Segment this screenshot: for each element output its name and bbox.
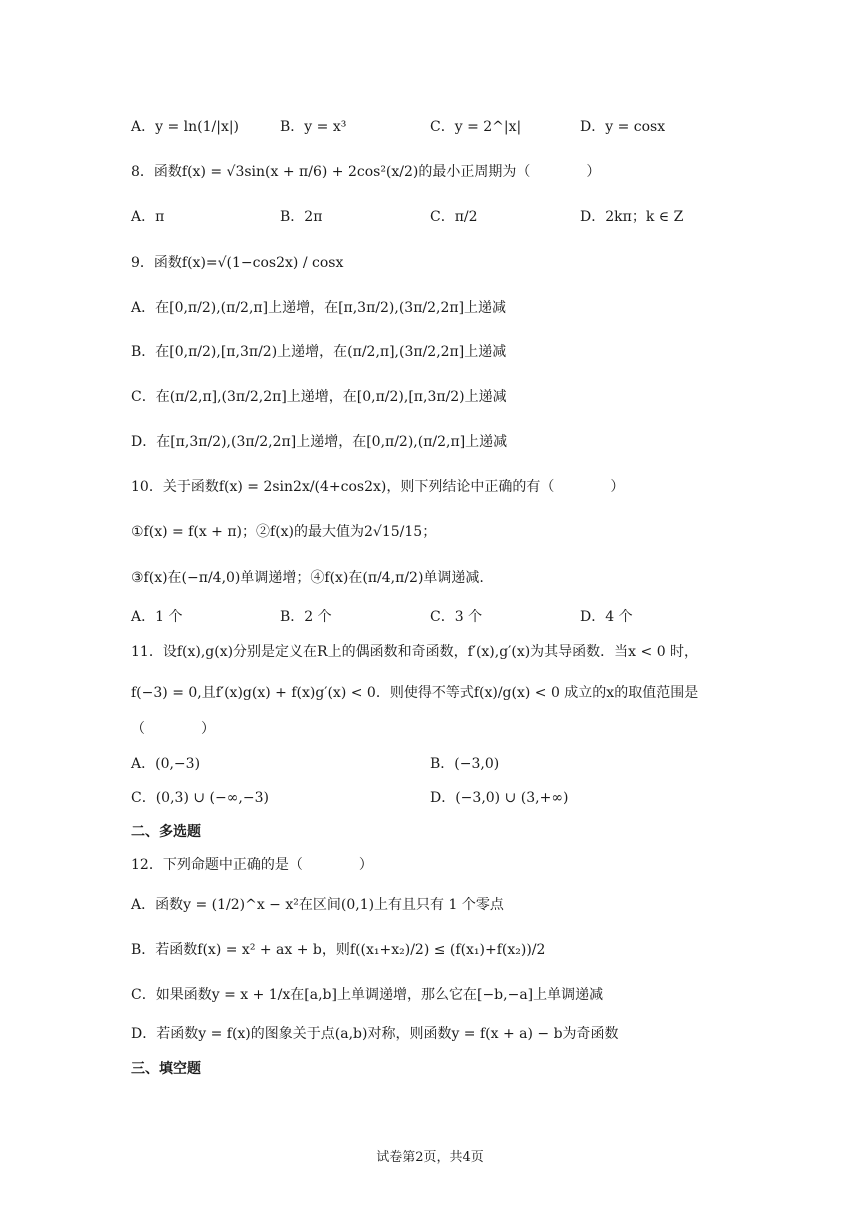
- q9-option-a: A．在[0,π/2),(π/2,π]上递增，在[π,3π/2),(3π/2,2π]上递减: [131, 300, 507, 316]
- q11-option-b: B．(−3,0): [430, 756, 500, 772]
- q10-option-b: B．2 个: [280, 609, 332, 625]
- q11-line-3: （ ）: [131, 721, 215, 737]
- q7-option-b: B．y = x³: [280, 119, 347, 135]
- q8-option-a: A．π: [131, 209, 165, 225]
- q12-option-b: B．若函数f(x) = x² + ax + b，则f((x₁+x₂)/2) ≤ (f(x₁)+f(x₂))/2: [131, 942, 546, 958]
- q9-stem: 9．函数f(x)=√(1−cos2x) / cosx: [131, 255, 344, 271]
- q11-option-d: D．(−3,0) ∪ (3,+∞): [430, 790, 569, 806]
- q10-option-d: D．4 个: [580, 609, 633, 625]
- q10-option-c: C．3 个: [430, 609, 483, 625]
- section-heading-multi-choice: 二、多选题: [131, 824, 201, 840]
- q9-option-b: B．在[0,π/2),[π,3π/2)上递增，在(π/2,π],(3π/2,2π]上递减: [131, 344, 507, 360]
- q10-option-a: A．1 个: [131, 609, 183, 625]
- q11-line-1: 11．设f(x),g(x)分别是定义在R上的偶函数和奇函数，f′(x),g′(x)为其导函数．当x < 0 时，: [131, 644, 699, 660]
- q10-statement-2: ③f(x)在(−π/4,0)单调递增；④f(x)在(π/4,π/2)单调递减.: [131, 570, 484, 586]
- q9-option-c: C．在(π/2,π],(3π/2,2π]上递增，在[0,π/2),[π,3π/2)上递减: [131, 389, 507, 405]
- q8-option-b: B．2π: [280, 209, 323, 225]
- q10-stem: 10．关于函数f(x) = 2sin2x/(4+cos2x)，则下列结论中正确的有（ ）: [131, 479, 625, 495]
- q7-option-a: A．y = ln(1/|x|): [131, 119, 240, 135]
- q12-option-a: A．函数y = (1/2)^x − x²在区间(0,1)上有且只有 1 个零点: [131, 897, 504, 913]
- q8-option-c: C．π/2: [430, 209, 478, 225]
- q11-option-a: A．(0,−3): [131, 756, 201, 772]
- q12-stem: 12．下列命题中正确的是（ ）: [131, 857, 373, 873]
- q12-option-d: D．若函数y = f(x)的图象关于点(a,b)对称，则函数y = f(x + a) − b为奇函数: [131, 1026, 619, 1042]
- q11-option-c: C．(0,3) ∪ (−∞,−3): [131, 790, 269, 806]
- q7-option-d: D．y = cosx: [580, 119, 666, 135]
- q11-line-2: f(−3) = 0,且f′(x)g(x) + f(x)g′(x) < 0．则使得不等式f(x)/g(x) < 0 成立的x的取值范围是: [131, 685, 699, 701]
- q7-option-c: C．y = 2^|x|: [430, 119, 522, 135]
- page-footer: 试卷第2页，共4页: [376, 1150, 484, 1165]
- q8-stem: 8．函数f(x) = √3sin(x + π/6) + 2cos²(x/2)的最小正周期为（ ）: [131, 164, 601, 180]
- section-heading-fill-in: 三、填空题: [131, 1061, 201, 1077]
- q10-statement-1: ①f(x) = f(x + π)；②f(x)的最大值为2√15/15；: [131, 524, 437, 540]
- q12-option-c: C．如果函数y = x + 1/x在[a,b]上单调递增，那么它在[−b,−a]上单调递减: [131, 987, 604, 1003]
- q9-option-d: D．在[π,3π/2),(3π/2,2π]上递增，在[0,π/2),(π/2,π]上递减: [131, 434, 508, 450]
- q8-option-d: D．2kπ；k ∈ Z: [580, 209, 684, 225]
